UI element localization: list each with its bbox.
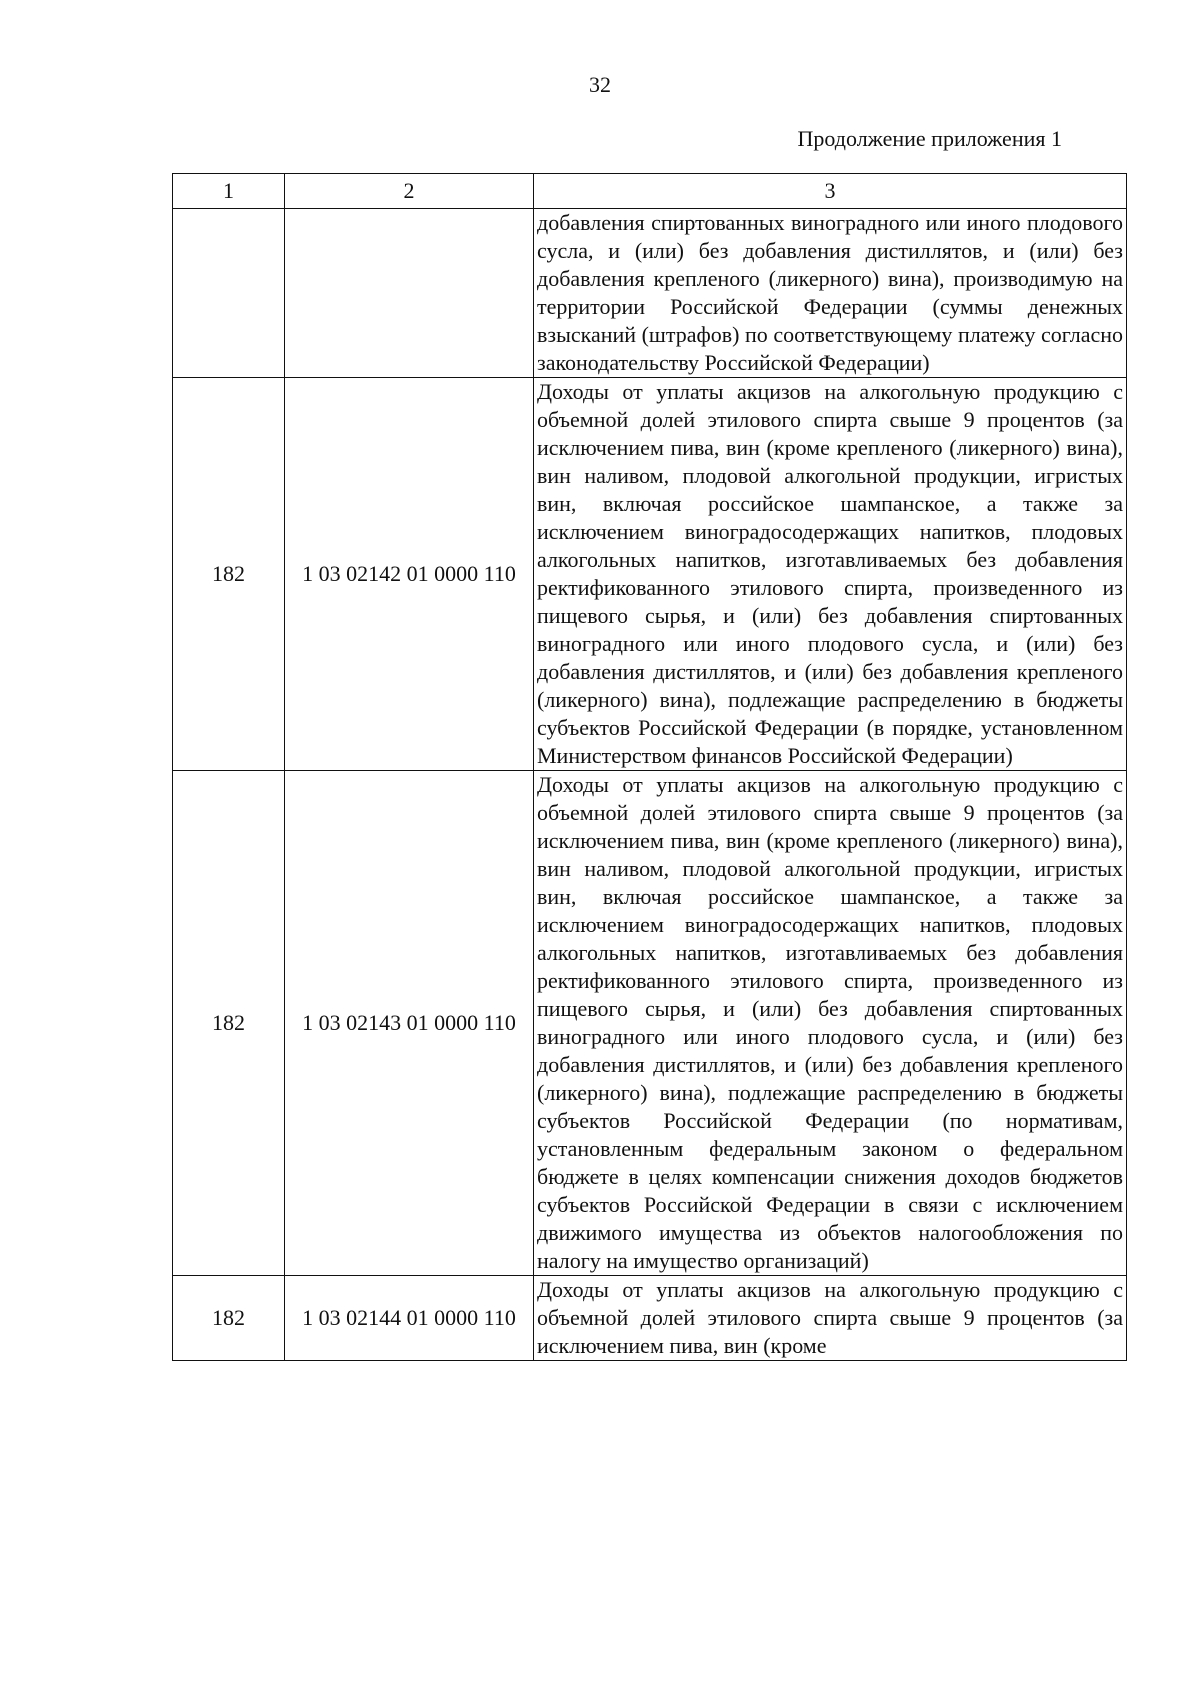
description-cell: Доходы от уплаты акцизов на алкогольную продукцию с объемной долей этилового спирта свыше 9 процентов (за исключением пива, вин (кроме крепленого (ликерного) вина), вин наливом, плодовой алкогольной продукции, игристых вин, включая российское шампанское, а также за исключением виноградосодержащих напитков, плодовых алкогольных напитков, изготавливаемых без добавления ректификованного этилового спирта, произведенного из пищевого сырья, и (или) без добавления спиртованных виноградного или иного плодового сусла, и (или) без добавления дистиллятов, и (или) без добавления крепленого (ликерного) вина), подлежащие распределению в бюджеты субъектов Российской Федерации (по нормативам, установленным федеральным законом о федеральном бюджете в целях компенсации снижения доходов бюджетов субъектов Российской Федерации в связи с исключением движимого имущества из объектов налогообложения по налогу на имущество организаций) [534, 771, 1127, 1276]
admin-code-cell: 182 [173, 1276, 285, 1361]
admin-code-cell [173, 209, 285, 378]
header-cell-2: 2 [285, 174, 534, 209]
description-cell: Доходы от уплаты акцизов на алкогольную продукцию с объемной долей этилового спирта свыше 9 процентов (за исключением пива, вин (кроме [534, 1276, 1127, 1361]
admin-code-cell: 182 [173, 378, 285, 771]
header-cell-1: 1 [173, 174, 285, 209]
budget-code-cell [285, 209, 534, 378]
income-codes-table [172, 173, 1127, 1361]
budget-code-cell: 1 03 02144 01 0000 110 [285, 1276, 534, 1361]
header-cell-3: 3 [534, 174, 1127, 209]
budget-code-cell: 1 03 02142 01 0000 110 [285, 378, 534, 771]
page-number: 32 [589, 72, 611, 97]
admin-code-cell: 182 [173, 771, 285, 1276]
budget-code-cell: 1 03 02143 01 0000 110 [285, 771, 534, 1276]
table-row [173, 1276, 1127, 1361]
table-header-row [173, 174, 1127, 209]
table-row [173, 771, 1127, 1276]
description-cell: добавления спиртованных виноградного или иного плодового сусла, и (или) без добавления дистиллятов, и (или) без добавления крепленого (ликерного) вина), производимую на территории Российской Федерации (суммы денежных взысканий (штрафов) по соответствующему платежу согласно законодательству Российской Федерации) [534, 209, 1127, 378]
continuation-note: Продолжение приложения 1 [797, 126, 1062, 151]
table-row [173, 209, 1127, 378]
description-cell: Доходы от уплаты акцизов на алкогольную продукцию с объемной долей этилового спирта свыше 9 процентов (за исключением пива, вин (кроме крепленого (ликерного) вина), вин наливом, плодовой алкогольной продукции, игристых вин, включая российское шампанское, а также за исключением виноградосодержащих напитков, плодовых алкогольных напитков, изготавливаемых без добавления ректификованного этилового спирта, произведенного из пищевого сырья, и (или) без добавления спиртованных виноградного или иного плодового сусла, и (или) без добавления дистиллятов, и (или) без добавления крепленого (ликерного) вина), подлежащие распределению в бюджеты субъектов Российской Федерации (в порядке, установленном Министерством финансов Российской Федерации) [534, 378, 1127, 771]
table-row [173, 378, 1127, 771]
